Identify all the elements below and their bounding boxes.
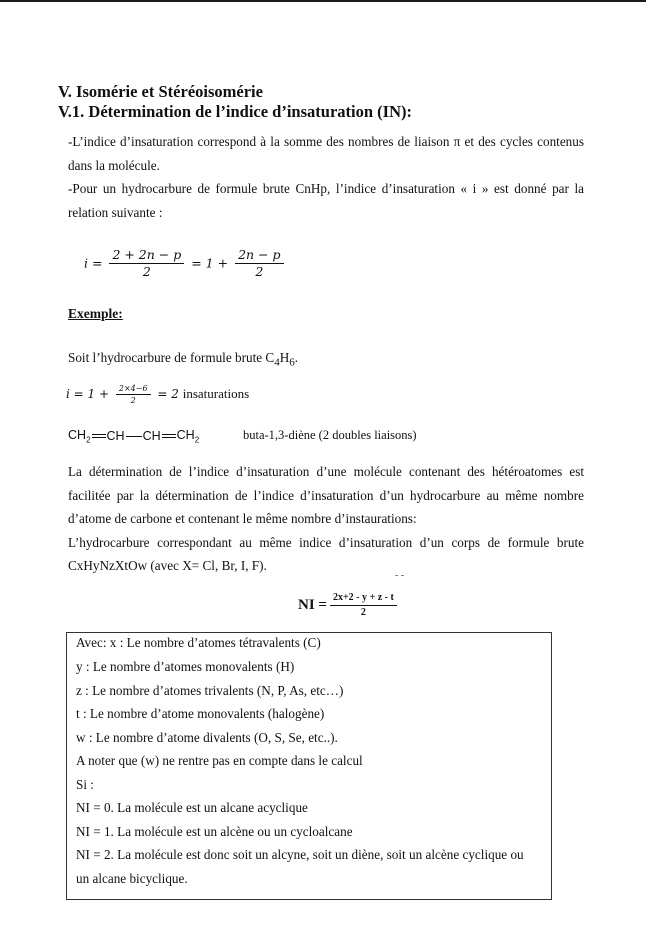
example-calculation — [66, 384, 249, 405]
ch-group-1: CH — [106, 429, 125, 444]
dash-marks: - - — [395, 570, 405, 581]
calc-denominator: 2 — [130, 396, 136, 406]
hydrogen-subscript: 6 — [289, 356, 295, 369]
formula1-fraction-2 — [235, 248, 283, 280]
heteroatom-line-2: L’hydrocarbure correspondant au même indice d’insaturation d’un corps de formule brute CxHyNzXtOw (avec X= Cl, Br, I, F). — [68, 534, 584, 573]
intro-paragraph — [68, 130, 584, 224]
ni-formula — [298, 592, 400, 618]
box-line: A noter que (w) ne rentre pas en compte dans le calcul — [76, 753, 363, 768]
subsection-heading: V.1. Détermination de l’indice d’insaturation (IN): — [58, 102, 412, 121]
definitions-box — [66, 632, 552, 900]
formula1-lhs: i = — [84, 255, 103, 271]
calc-rhs: = 2 — [157, 387, 179, 402]
formula1-frac1-numerator: 2 + 2n − p — [109, 248, 184, 264]
box-line: t : Le nombre d’atome monovalents (halogène) — [76, 706, 325, 721]
formula1-frac2-denominator: 2 — [255, 264, 264, 280]
ni-denominator: 2 — [360, 606, 366, 618]
box-line: NI = 2. La molécule est donc soit un alcyne, soit un diène, soit un alcène cyclique ou — [76, 847, 524, 862]
formula1-frac1-denominator: 2 — [142, 264, 151, 280]
box-line: NI = 0. La molécule est un alcane acyclique — [76, 800, 308, 815]
heteroatom-paragraph — [68, 460, 584, 578]
intro-line-1: -L’indice d’insaturation correspond à la somme des nombres de liaison π et des cycles contenus dans la molécule. — [68, 134, 584, 173]
unsaturation-formula — [84, 248, 287, 280]
butadiene-label: buta-1,3-diène (2 doubles liaisons) — [243, 428, 417, 442]
heteroatom-line-1: La détermination de l’indice d’insaturation d’une molécule contenant des hétéroatomes est facilitée par la détermination de l’indice d’insaturation d’un hydrocarbure au même nombre d’atome de carbone et contenant le même nombre d’instaurations: — [68, 464, 584, 526]
box-line: un alcane bicyclique. — [76, 871, 188, 886]
example-sentence — [68, 350, 298, 369]
example-sentence-suffix: . — [294, 350, 299, 365]
calc-fraction — [116, 384, 151, 405]
double-bond-1 — [92, 434, 106, 438]
box-line: Si : — [76, 777, 94, 792]
example-sentence-prefix: Soit l’hydrocarbure de formule brute C — [68, 350, 275, 365]
ni-numerator: 2x+2 - y + z - t — [330, 592, 397, 606]
single-bond — [126, 436, 142, 437]
ni-lhs: NI = — [298, 596, 327, 613]
ni-fraction — [330, 592, 397, 618]
calc-numerator: 2×4−6 — [116, 384, 151, 395]
formula1-mid: = 1 + — [191, 255, 229, 271]
intro-line-2: -Pour un hydrocarbure de formule brute CnHp, l’indice d’insaturation « i » est donné par la relation suivante : — [68, 181, 584, 220]
box-line: NI = 1. La molécule est un alcène ou un cycloalcane — [76, 824, 353, 839]
calc-unit: insaturations — [182, 386, 250, 402]
box-line: y : Le nombre d’atomes monovalents (H) — [76, 659, 295, 674]
calc-lhs: i = 1 + — [66, 387, 110, 402]
top-rule — [0, 0, 646, 2]
ch-group-2: CH — [142, 429, 161, 444]
carbon-subscript: 4 — [274, 356, 280, 369]
ch2-group-1: $CH_2$ — [68, 428, 91, 445]
hydrogen-symbol: H — [279, 350, 290, 365]
example-title: Exemple: — [68, 306, 123, 321]
section-heading: V. Isomérie et Stéréoisomérie — [58, 82, 263, 101]
box-line: w : Le nombre d’atome divalents (O, S, Se, etc..). — [76, 730, 338, 745]
formula1-fraction-1 — [109, 248, 184, 280]
box-line: z : Le nombre d’atomes trivalents (N, P, As, etc…) — [76, 683, 344, 698]
ch2-group-2: $CH_2$ — [176, 428, 200, 445]
box-line: Avec: x : Le nombre d’atomes tétravalents (C) — [76, 635, 321, 650]
double-bond-2 — [162, 434, 176, 438]
butadiene-structure — [68, 428, 199, 445]
formula1-frac2-numerator: 2n − p — [235, 248, 283, 264]
